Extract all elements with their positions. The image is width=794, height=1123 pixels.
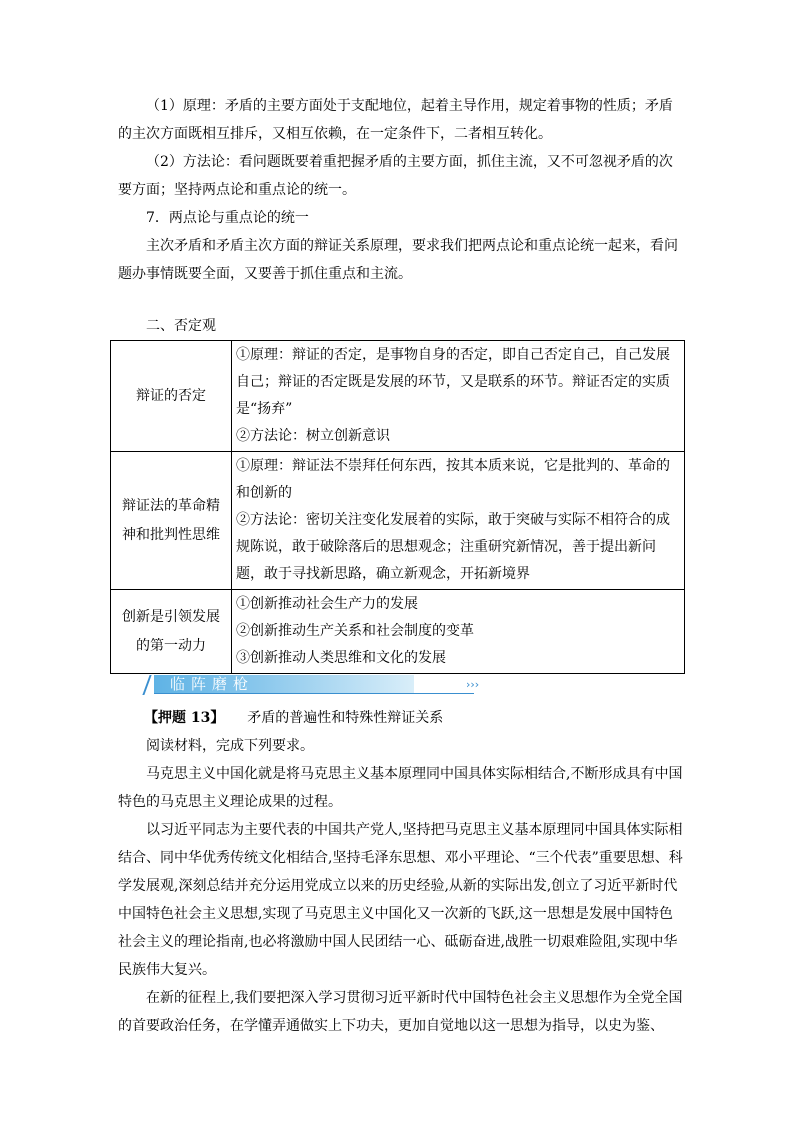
material-paragraph-3: 在新的征程上,我们要把深入学习贯彻习近平新时代中国特色社会主义思想作为全党全国的首要政治任务，在学懂弄通做实上下功夫，更加自觉地以这一思想为指导，以史为鉴、 [118, 990, 683, 1034]
table-row [111, 452, 685, 590]
table-line: ②创新推动生产关系和社会制度的变革 [236, 623, 474, 639]
question-instruction: 阅读材料，完成下列要求。 [146, 738, 314, 754]
unity-paragraph: 主次矛盾和矛盾主次方面的辩证关系原理，要求我们把两点论和重点论统一起来，看问题办事情既要全面，又要善于抓住重点和主流。 [118, 238, 678, 282]
section-heading-7: 7．两点论与重点论的统一 [146, 210, 309, 226]
material-paragraph-2: 以习近平同志为主要代表的中国共产党人,坚持把马克思主义基本原理同中国具体实际相结合、同中华优秀传统文化相结合,坚持毛泽东思想、邓小平理论、“三个代表”重要思想、科学发展观,深刻总结并充分运用党成立以来的历史经验,从新的实际出发,创立了习近平新时代中国特色社会主义思想,实现了马克思主义中国化又一次新的飞跃,这一思想是发展中国特色社会主义的理论指南,也必将激励中国人民团结一心、砥砺奋进,战胜一切艰难险阻,实现中华民族伟大复兴。 [118, 822, 683, 978]
question-title: 矛盾的普遍性和特殊性辩证关系 [247, 710, 444, 726]
practice-banner [148, 672, 488, 698]
table-line: ②方法论：密切关注变化发展着的实际，敢于突破与实际不相符合的成规陈说，敢于破除落后的思想观念；注重研究新情况，善于提出新问题，敢于寻找新思路，确立新观念，开拓新境界 [236, 512, 670, 582]
table-row-content [232, 590, 685, 674]
negation-table [110, 340, 685, 674]
question-header [144, 706, 443, 730]
methodology-paragraph: （2）方法论：看问题既要着重把握矛盾的主要方面，抓住主流，又不可忽视矛盾的次要方面；坚持两点论和重点论的统一。 [118, 154, 673, 198]
table-line: ②方法论：树立创新意识 [236, 428, 390, 444]
table-row-content [232, 452, 685, 590]
table-row-head: 辩证法的革命精神和批判性思维 [111, 452, 232, 590]
section-heading-negation: 二、否定观 [146, 318, 216, 334]
material-paragraph-1: 马克思主义中国化就是将马克思主义基本原理同中国具体实际相结合,不断形成具有中国特色的马克思主义理论成果的过程。 [118, 766, 683, 810]
table-row-content [232, 341, 685, 452]
table-row [111, 590, 685, 674]
question-tag: 【押题 13】 [144, 710, 225, 726]
table-row [111, 341, 685, 452]
chevron-right-icon: ››› [466, 678, 480, 691]
table-line: ①原理：辩证的否定，是事物自身的否定，即自己否定自己，自己发展自己；辩证的否定既是发展的环节，又是联系的环节。辩证否定的实质是“扬弃” [236, 347, 670, 417]
table-line: ③创新推动人类思维和文化的发展 [236, 650, 446, 666]
table-line: ①原理：辩证法不崇拜任何东西，按其本质来说，它是批判的、革命的和创新的 [236, 458, 670, 501]
table-line: ①创新推动社会生产力的发展 [236, 596, 418, 612]
table-row-head: 辩证的否定 [111, 341, 232, 452]
table-row-head: 创新是引领发展的第一动力 [111, 590, 232, 674]
principle-paragraph: （1）原理：矛盾的主要方面处于支配地位，起着主导作用，规定着事物的性质；矛盾的主次方面既相互排斥，又相互依赖，在一定条件下，二者相互转化。 [118, 98, 673, 142]
banner-title: 临阵磨枪 [170, 675, 255, 693]
